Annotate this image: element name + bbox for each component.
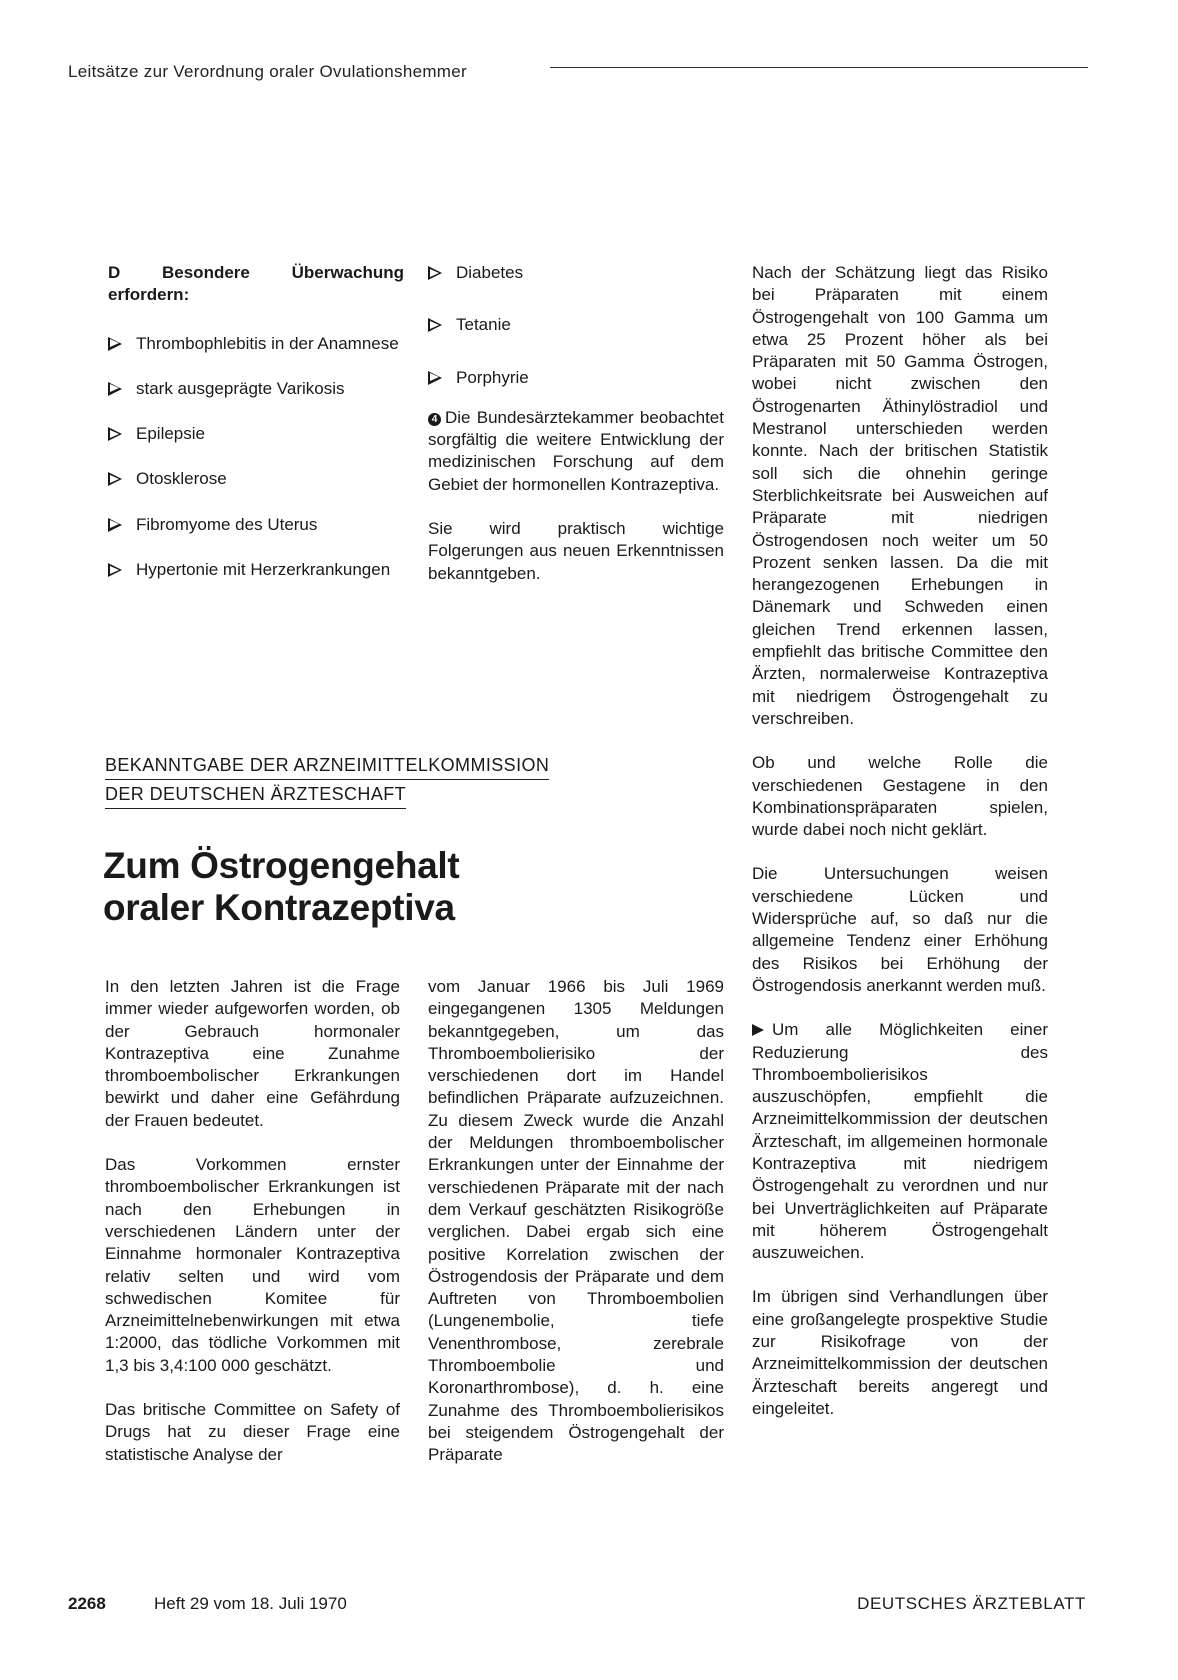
point-4-paragraph-2: Sie wird praktisch wichtige Folgerungen aus neuen Erkenntnissen bekanntgeben. (428, 519, 724, 583)
list-item: Tetanie (428, 314, 724, 336)
list-item: Porphyrie (428, 367, 724, 389)
article-paragraph: vom Januar 1966 bis Juli 1969 eingegangenen 1305 Meldungen bekanntgegeben, um das Thromboembolierisiko der verschiedenen dort im Handel befindlichen Präparate aufzuzeichnen. Zu diesem Zweck wurde die Anzahl der Meldungen thromboembolischer Erkrankungen unter der Einnahme der verschiedenen Präparate mit der nach dem Verkauf geschätzten Risikogröße verglichen. Dabei ergab sich eine positive Korrelation zwischen der Östrogendosis der Präparate und dem Auftreten von Thromboembolien (Lungenembolie, tiefe Venenthrombose, zerebrale Thromboembolie und Koronarthrombose), d. h. eine Zunahme des Thromboembolierisikos bei steigendem Östrogengehalt der Präparate (428, 977, 724, 1465)
section-d-list-continued (428, 262, 724, 389)
article-paragraph: Um alle Möglichkeiten einer Reduzierung des Thromboembolierisikos auszuschöpfen, empfiehlt die Arzneimittelkommission der deutschen Ärzteschaft, im allgemeinen hormonale Kontrazeptiva mit niedrigem Östrogengehalt zu verordnen und nur bei Unverträglichkeiten auf Präparate mit höherem Östrogengehalt auszuweichen. (752, 1020, 1048, 1263)
running-head-rule (550, 67, 1088, 68)
article-kicker (105, 751, 549, 809)
article-paragraph: Ob und welche Rolle die verschiedenen Gestagene in den Kombinationspräparaten spielen, wurde dabei noch nicht geklärt. (752, 753, 1048, 840)
article-column-2 (428, 976, 724, 1489)
headline-line-2: oraler Kontrazeptiva (103, 887, 455, 928)
article-column-3 (752, 262, 1048, 1442)
article-headline (103, 845, 459, 929)
point-4-paragraph: 4 Die Bundesärztekammer beobachtet sorgfältig die weitere Entwicklung der medizinischen Forschung auf dem Gebiet der hormonellen Kontrazeptiva. (428, 407, 724, 494)
section-d-heading: D Besondere Überwachung erfordern: (108, 263, 404, 305)
triangle-bullet-icon (108, 472, 122, 486)
triangle-bullet-icon (108, 382, 122, 396)
list-item: Thrombophlebitis in der Anamnese (108, 333, 404, 355)
kicker-line-1: BEKANNTGABE DER ARZNEIMITTELKOMMISSION (105, 751, 549, 780)
list-item: Epilepsie (108, 423, 404, 445)
section-d-column (108, 262, 404, 604)
running-head: Leitsätze zur Verordnung oraler Ovulationshemmer (68, 62, 467, 81)
section-d-continuation-column (428, 262, 724, 607)
article-paragraph: Nach der Schätzung liegt das Risiko bei Präparaten mit einem Östrogengehalt von 100 Gamma um etwa 25 Prozent höher als bei Präparaten mit 50 Gamma Östrogen, wobei nicht zwischen den Östrogenarten Äthinylöstradiol und Mestranol unterschieden werden konnte. Nach der britischen Statistik soll sich die ohnehin geringe Sterblichkeitsrate bei Ausweichen auf Präparate mit niedrigen Östrogendosen noch weiter um 50 Prozent senken lassen. Da die mit herangezogenen Erhebungen in Dänemark und Schweden einen gleichen Trend erkennen lassen, empfiehlt das britische Committee den Ärzten, normalerweise Kontrazeptiva mit niedrigem Östrogengehalt zu verschreiben. (752, 263, 1048, 728)
triangle-bullet-icon (108, 518, 122, 532)
triangle-bullet-icon (108, 427, 122, 441)
list-item: Hypertonie mit Herzerkrankungen (108, 559, 404, 581)
headline-line-1: Zum Östrogengehalt (103, 845, 460, 886)
page-number: 2268 (68, 1594, 106, 1613)
article-column-1 (105, 976, 400, 1488)
arrow-bullet-icon (752, 1024, 764, 1036)
article-paragraph: Im übrigen sind Verhandlungen über eine großangelegte prospektive Studie zur Risikofrage von der Arzneimittelkommission der deutschen Ärzteschaft bereits angeregt und eingeleitet. (752, 1287, 1048, 1418)
article-paragraph: In den letzten Jahren ist die Frage immer wieder aufgeworfen worden, ob der Gebrauch hormonaler Kontrazeptiva eine Zunahme thromboembolischer Erkrankungen bewirkt und daher eine Gefährdung der Frauen bedeutet. (105, 977, 400, 1130)
article-paragraph: Das Vorkommen ernster thromboembolischer Erkrankungen ist nach den Erhebungen in verschiedenen Ländern unter der Einnahme hormonaler Kontrazeptiva relativ selten und wird vom schwedischen Komitee für Arzneimittelnebenwirkungen mit etwa 1:2000, das tödliche Vorkommen mit 1,3 bis 3,4:100 000 geschätzt. (105, 1155, 400, 1375)
issue-info: Heft 29 vom 18. Juli 1970 (154, 1594, 347, 1613)
numbered-circle-icon: 4 (428, 413, 441, 426)
article-paragraph: Das britische Committee on Safety of Drugs hat zu dieser Frage eine statistische Analyse der (105, 1400, 400, 1464)
list-item: stark ausgeprägte Varikosis (108, 378, 404, 400)
triangle-bullet-icon (428, 266, 442, 280)
triangle-bullet-icon (428, 318, 442, 332)
triangle-bullet-icon (108, 337, 122, 351)
article-paragraph: Die Untersuchungen weisen verschiedene Lücken und Widersprüche auf, so daß nur die allgemeine Tendenz einer Erhöhung des Risikos bei Erhöhung der Östrogendosis anerkannt werden muß. (752, 864, 1048, 995)
kicker-line-2: DER DEUTSCHEN ÄRZTESCHAFT (105, 780, 406, 809)
triangle-bullet-icon (428, 371, 442, 385)
list-item: Fibromyome des Uterus (108, 514, 404, 536)
list-item: Diabetes (428, 262, 724, 284)
section-d-list (108, 333, 404, 582)
triangle-bullet-icon (108, 563, 122, 577)
list-item: Otosklerose (108, 468, 404, 490)
journal-name: DEUTSCHES ÄRZTEBLATT (857, 1594, 1086, 1613)
